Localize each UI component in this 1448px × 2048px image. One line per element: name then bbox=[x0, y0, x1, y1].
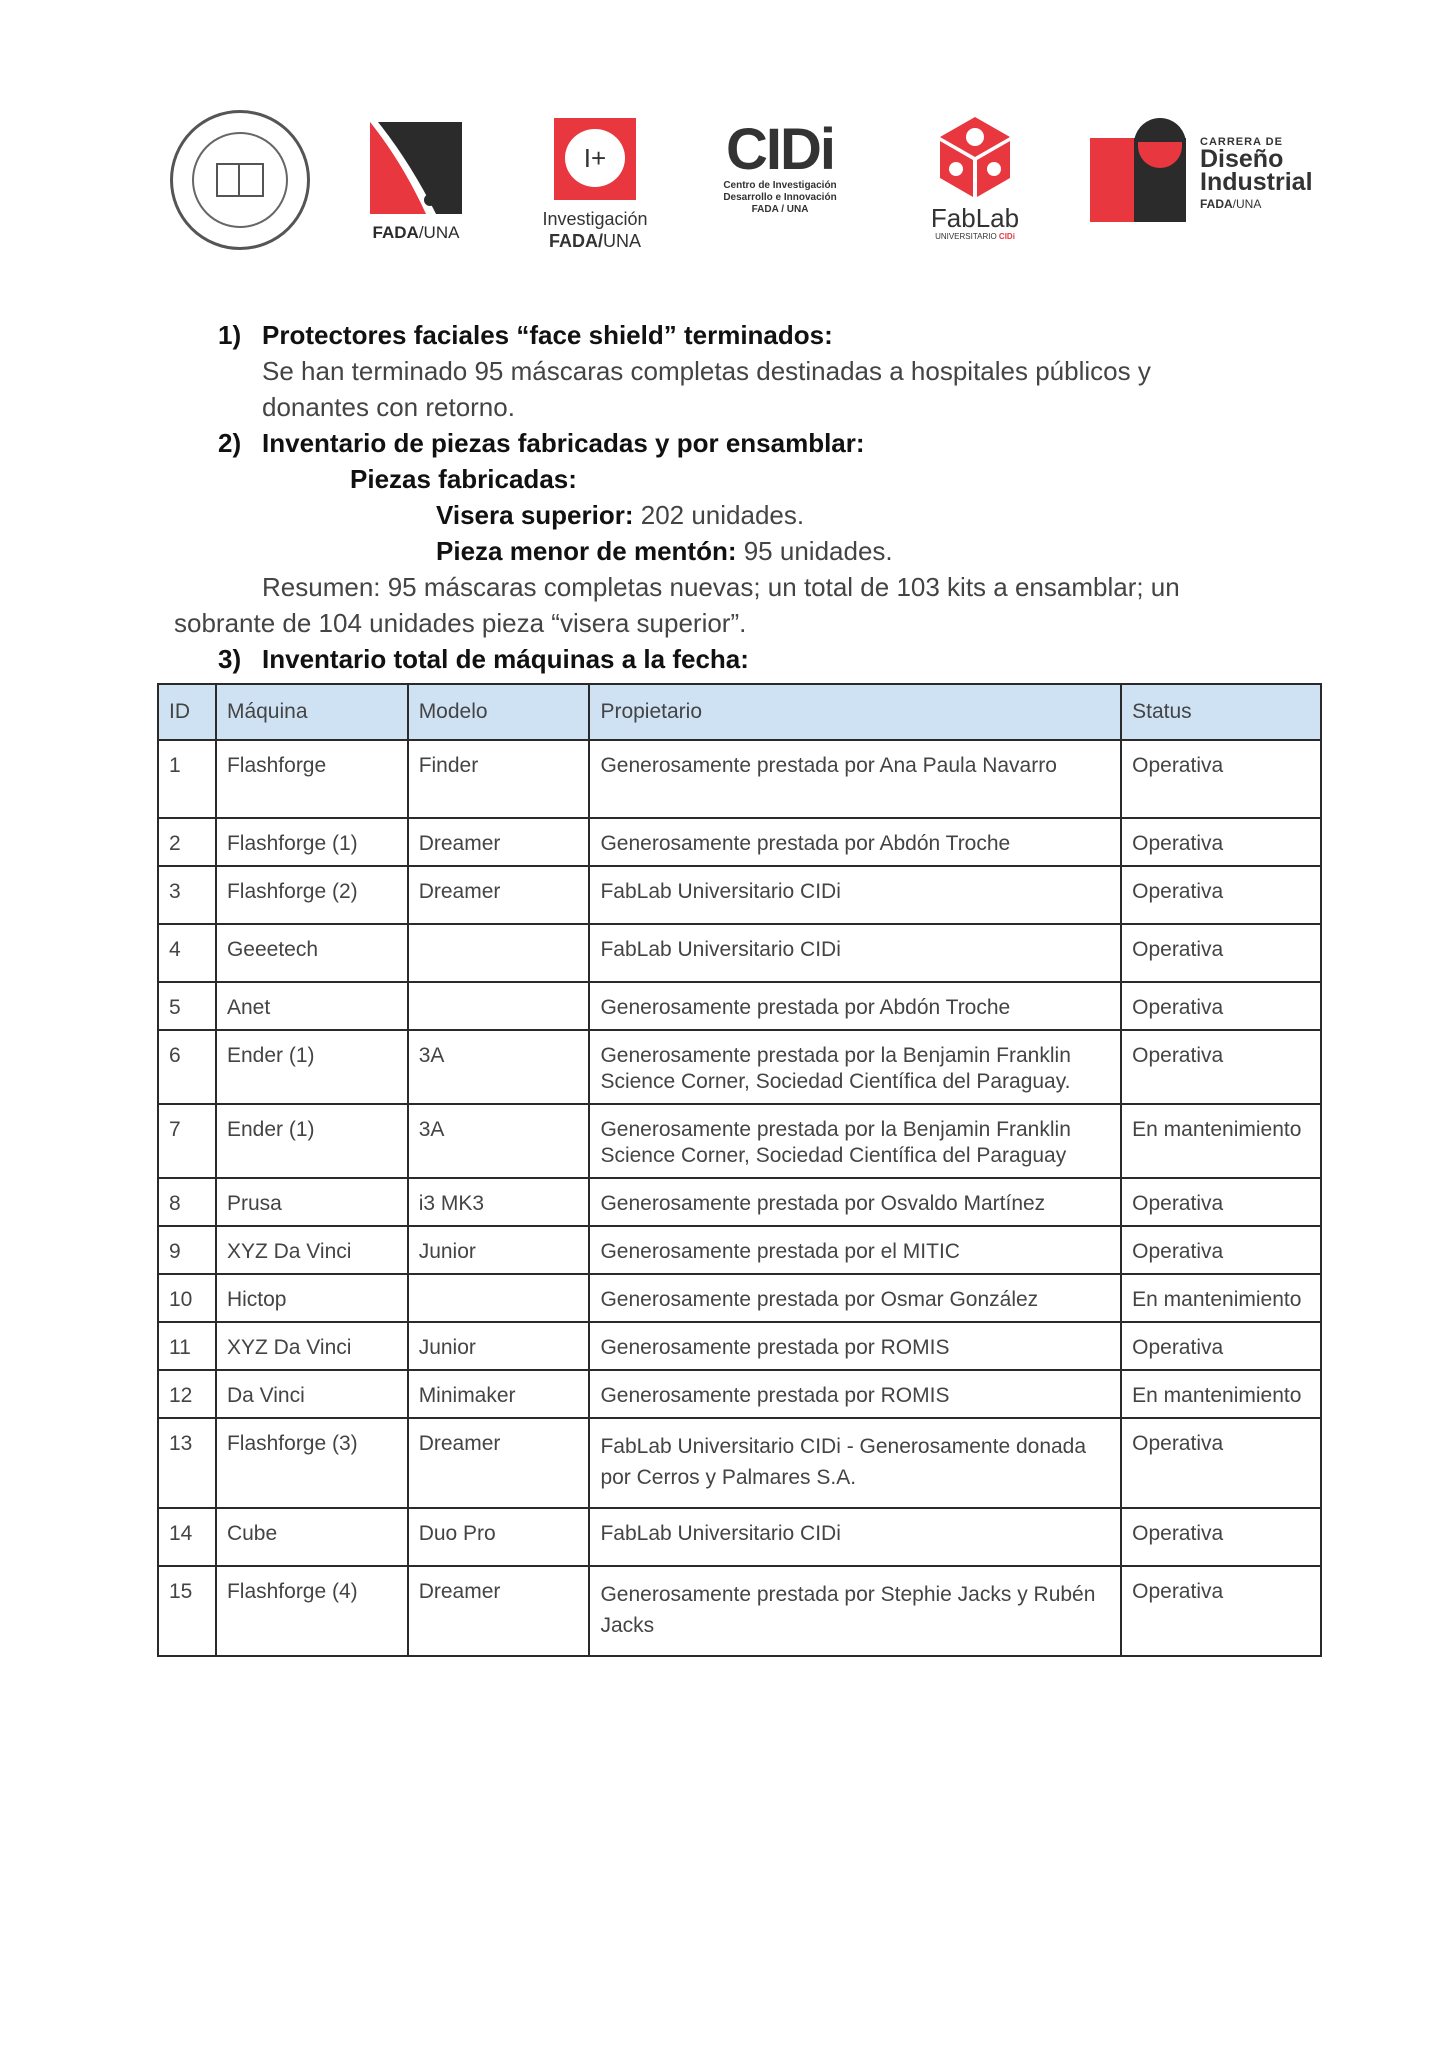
s2-number: 2) bbox=[218, 428, 242, 458]
di-red-block-icon bbox=[1090, 138, 1136, 222]
di-dot-icon bbox=[1134, 118, 1186, 170]
cell-status: Operativa bbox=[1121, 1178, 1321, 1226]
fada-label: FADA bbox=[372, 223, 419, 242]
seal-book-icon bbox=[192, 132, 288, 228]
table-row bbox=[158, 924, 1321, 982]
header-propietario: Propietario bbox=[589, 684, 1121, 740]
cell-id: 2 bbox=[158, 818, 216, 866]
cidi-mark-icon: CIDi bbox=[726, 117, 834, 182]
cell-modelo: Minimaker bbox=[408, 1370, 590, 1418]
cell-maquina: Prusa bbox=[216, 1178, 408, 1226]
cell-status: Operativa bbox=[1121, 1566, 1321, 1656]
cell-maquina: Flashforge (2) bbox=[216, 866, 408, 924]
cell-status: Operativa bbox=[1121, 924, 1321, 982]
cell-modelo: Finder bbox=[408, 740, 590, 818]
table-row bbox=[158, 740, 1321, 818]
cell-maquina: XYZ Da Vinci bbox=[216, 1322, 408, 1370]
fablab-cube-icon bbox=[938, 115, 1012, 199]
cell-modelo bbox=[408, 982, 590, 1030]
cell-propietario: Generosamente prestada por ROMIS bbox=[589, 1370, 1121, 1418]
s1-body-line2: donantes con retorno. bbox=[262, 392, 515, 422]
cell-modelo: Duo Pro bbox=[408, 1508, 590, 1566]
cell-id: 15 bbox=[158, 1566, 216, 1656]
cell-maquina: Hictop bbox=[216, 1274, 408, 1322]
cell-modelo bbox=[408, 1274, 590, 1322]
header-logos bbox=[170, 110, 1330, 270]
cell-modelo bbox=[408, 924, 590, 982]
cell-modelo: Dreamer bbox=[408, 1418, 590, 1508]
cell-propietario: Generosamente prestada por la Benjamin Franklin Science Corner, Sociedad Científica del Paraguay. bbox=[589, 1030, 1121, 1104]
cell-maquina: Cube bbox=[216, 1508, 408, 1566]
cell-id: 9 bbox=[158, 1226, 216, 1274]
table-row bbox=[158, 1508, 1321, 1566]
cell-maquina: Ender (1) bbox=[216, 1030, 408, 1104]
cell-modelo: Dreamer bbox=[408, 818, 590, 866]
cell-modelo: i3 MK3 bbox=[408, 1178, 590, 1226]
una-seal-logo bbox=[170, 110, 310, 250]
cell-status: Operativa bbox=[1121, 818, 1321, 866]
cell-id: 7 bbox=[158, 1104, 216, 1178]
di-una-label: /UNA bbox=[1232, 197, 1262, 211]
di-big1-label: Diseño bbox=[1200, 145, 1284, 173]
inv-una-label: UNA bbox=[602, 231, 641, 251]
cell-id: 8 bbox=[158, 1178, 216, 1226]
fada-mark-icon bbox=[370, 122, 462, 214]
cell-id: 6 bbox=[158, 1030, 216, 1104]
cell-id: 13 bbox=[158, 1418, 216, 1508]
cell-modelo: Junior bbox=[408, 1322, 590, 1370]
table-row bbox=[158, 1178, 1321, 1226]
cell-propietario: Generosamente prestada por el MITIC bbox=[589, 1226, 1121, 1274]
cidi-line1: Centro de Investigación bbox=[723, 180, 837, 191]
cell-id: 5 bbox=[158, 982, 216, 1030]
fada-una-logo bbox=[370, 122, 462, 243]
cell-id: 3 bbox=[158, 866, 216, 924]
cell-status: Operativa bbox=[1121, 1030, 1321, 1104]
table-row bbox=[158, 982, 1321, 1030]
header-id: ID bbox=[158, 684, 216, 740]
cell-propietario: FabLab Universitario CIDi bbox=[589, 866, 1121, 924]
di-big2-label: Industrial bbox=[1200, 168, 1313, 196]
cell-maquina: Anet bbox=[216, 982, 408, 1030]
diseno-industrial-logo bbox=[1090, 118, 1330, 228]
cell-propietario: FabLab Universitario CIDi bbox=[589, 924, 1121, 982]
item-value: 95 unidades. bbox=[736, 536, 893, 566]
di-fada-label: FADA bbox=[1200, 197, 1233, 211]
cell-status: En mantenimiento bbox=[1121, 1104, 1321, 1178]
cell-propietario: FabLab Universitario CIDi bbox=[589, 1508, 1121, 1566]
cell-status: Operativa bbox=[1121, 982, 1321, 1030]
cell-propietario: Generosamente prestada por Abdón Troche bbox=[589, 982, 1121, 1030]
table-row bbox=[158, 1418, 1321, 1508]
machines-table bbox=[157, 683, 1322, 1657]
investigacion-logo bbox=[530, 118, 660, 252]
cell-status: Operativa bbox=[1121, 740, 1321, 818]
cell-id: 14 bbox=[158, 1508, 216, 1566]
cell-status: Operativa bbox=[1121, 1508, 1321, 1566]
cell-propietario: Generosamente prestada por Stephie Jacks y Rubén Jacks bbox=[589, 1566, 1121, 1656]
cell-status: Operativa bbox=[1121, 866, 1321, 924]
cell-id: 11 bbox=[158, 1322, 216, 1370]
fablab-sub-label: UNIVERSITARIO bbox=[935, 232, 999, 241]
cell-propietario: FabLab Universitario CIDi - Generosamente donada por Cerros y Palmares S.A. bbox=[589, 1418, 1121, 1508]
cidi-line3: FADA / UNA bbox=[751, 204, 809, 215]
s3-number: 3) bbox=[218, 644, 242, 674]
cell-id: 1 bbox=[158, 740, 216, 818]
cell-maquina: Ender (1) bbox=[216, 1104, 408, 1178]
cell-maquina: Flashforge (4) bbox=[216, 1566, 408, 1656]
cell-modelo: 3A bbox=[408, 1030, 590, 1104]
cell-status: Operativa bbox=[1121, 1322, 1321, 1370]
header-modelo: Modelo bbox=[408, 684, 590, 740]
cell-modelo: Dreamer bbox=[408, 866, 590, 924]
una-label: /UNA bbox=[418, 223, 460, 242]
s2-summary-line1: Resumen: 95 máscaras completas nuevas; un total de 103 kits a ensamblar; un bbox=[262, 572, 1180, 602]
s2-title: Inventario de piezas fabricadas y por ensamblar: bbox=[262, 428, 865, 458]
speech-bubble-icon: I+ bbox=[554, 118, 636, 200]
cell-id: 10 bbox=[158, 1274, 216, 1322]
cell-propietario: Generosamente prestada por Osvaldo Martínez bbox=[589, 1178, 1121, 1226]
header-status: Status bbox=[1121, 684, 1321, 740]
s2-item-visera bbox=[436, 498, 804, 532]
di-small-label: CARRERA DE bbox=[1200, 136, 1283, 148]
table-row bbox=[158, 818, 1321, 866]
cell-status: Operativa bbox=[1121, 1226, 1321, 1274]
cell-status: En mantenimiento bbox=[1121, 1370, 1321, 1418]
cell-status: En mantenimiento bbox=[1121, 1274, 1321, 1322]
cell-modelo: 3A bbox=[408, 1104, 590, 1178]
s3-title: Inventario total de máquinas a la fecha: bbox=[262, 644, 749, 674]
cell-propietario: Generosamente prestada por Ana Paula Navarro bbox=[589, 740, 1121, 818]
cell-id: 12 bbox=[158, 1370, 216, 1418]
table-row bbox=[158, 1226, 1321, 1274]
item-label: Visera superior: bbox=[436, 500, 634, 530]
table-row bbox=[158, 1274, 1321, 1322]
table-row bbox=[158, 1104, 1321, 1178]
fablab-cidi-label: CIDi bbox=[998, 232, 1015, 241]
cell-propietario: Generosamente prestada por Abdón Troche bbox=[589, 818, 1121, 866]
table-row bbox=[158, 1370, 1321, 1418]
table-row bbox=[158, 1030, 1321, 1104]
cell-status: Operativa bbox=[1121, 1418, 1321, 1508]
cidi-logo bbox=[705, 117, 855, 216]
s2-summary-line2: sobrante de 104 unidades pieza “visera superior”. bbox=[174, 608, 747, 638]
cell-propietario: Generosamente prestada por ROMIS bbox=[589, 1322, 1121, 1370]
cell-maquina: Flashforge bbox=[216, 740, 408, 818]
inv-fada-label: FADA/ bbox=[548, 231, 603, 251]
header-maquina: Máquina bbox=[216, 684, 408, 740]
investigacion-label: Investigación bbox=[542, 209, 648, 229]
table-row bbox=[158, 1566, 1321, 1656]
cell-maquina: XYZ Da Vinci bbox=[216, 1226, 408, 1274]
item-label: Pieza menor de mentón: bbox=[436, 536, 737, 566]
fablab-logo bbox=[915, 115, 1035, 241]
table-row bbox=[158, 866, 1321, 924]
table-row bbox=[158, 1322, 1321, 1370]
s2-item-menton bbox=[436, 534, 893, 568]
s2-subtitle: Piezas fabricadas: bbox=[350, 464, 577, 494]
cell-propietario: Generosamente prestada por la Benjamin Franklin Science Corner, Sociedad Científica del Paraguay bbox=[589, 1104, 1121, 1178]
cell-maquina: Geeetech bbox=[216, 924, 408, 982]
s1-number: 1) bbox=[218, 320, 242, 350]
fablab-label: FabLab bbox=[930, 203, 1020, 233]
cell-modelo: Dreamer bbox=[408, 1566, 590, 1656]
cell-maquina: Flashforge (1) bbox=[216, 818, 408, 866]
cell-maquina: Flashforge (3) bbox=[216, 1418, 408, 1508]
cell-id: 4 bbox=[158, 924, 216, 982]
cell-propietario: Generosamente prestada por Osmar González bbox=[589, 1274, 1121, 1322]
item-value: 202 unidades. bbox=[633, 500, 805, 530]
s1-body-line1: Se han terminado 95 máscaras completas destinadas a hospitales públicos y bbox=[262, 356, 1151, 386]
cell-maquina: Da Vinci bbox=[216, 1370, 408, 1418]
s1-title: Protectores faciales “face shield” terminados: bbox=[262, 320, 833, 350]
cell-modelo: Junior bbox=[408, 1226, 590, 1274]
table-header-row bbox=[158, 684, 1321, 740]
cidi-line2: Desarrollo e Innovación bbox=[723, 192, 837, 203]
